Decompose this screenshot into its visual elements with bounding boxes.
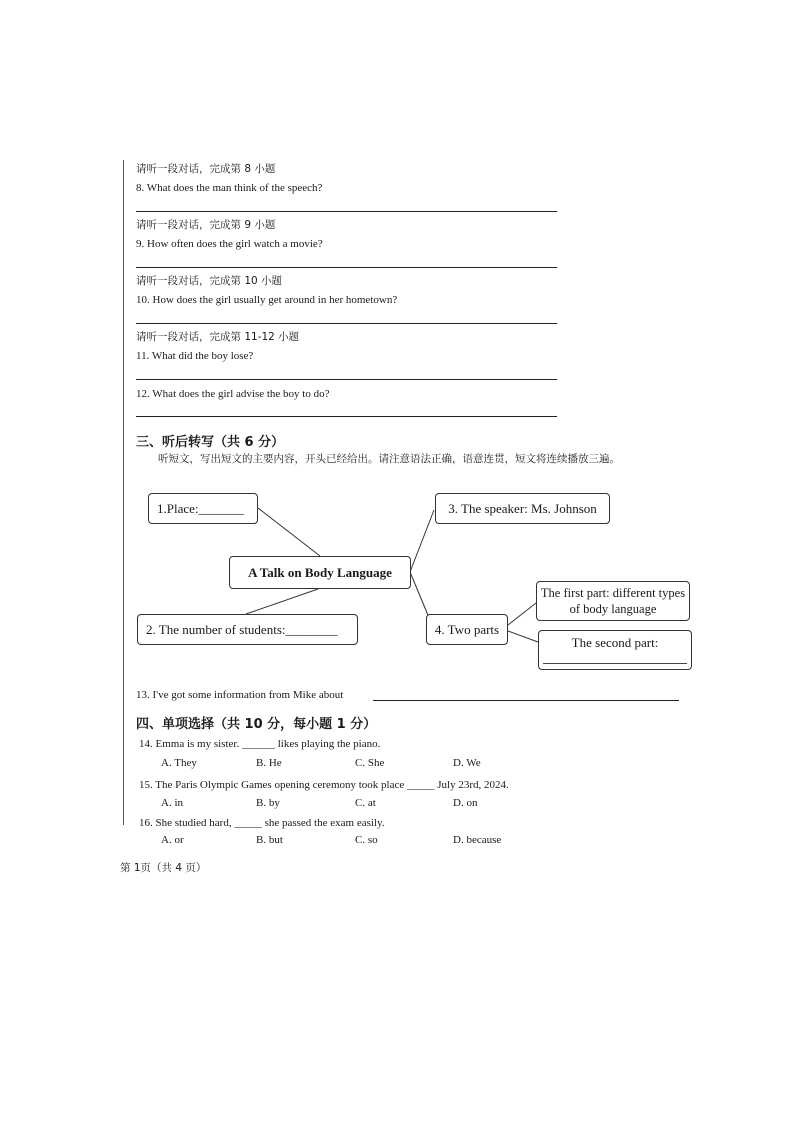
question-12: 12. What does the girl advise the boy to do? <box>136 388 330 400</box>
question-14: 14. Emma is my sister. ______ likes playing the piano. <box>139 738 381 750</box>
instruction-11-12: 请听一段对话，完成第 11-12 小题 <box>136 331 300 343</box>
q14-option-d[interactable]: D. We <box>453 757 481 769</box>
connector-second-part <box>508 631 538 642</box>
mindmap-place[interactable] <box>148 493 258 524</box>
section3-title: 三、听后转写（共 6 分） <box>136 435 285 450</box>
question-16: 16. She studied hard, _____ she passed the exam easily. <box>139 817 385 829</box>
q16-option-a[interactable]: A. or <box>161 834 184 846</box>
mindmap-first-part-label: The first part: different types of body language <box>540 586 686 616</box>
instruction-8: 请听一段对话，完成第 8 小题 <box>136 163 276 175</box>
q14-option-c[interactable]: C. She <box>355 757 385 769</box>
mindmap-parts-label: 4. Two parts <box>434 621 500 637</box>
mindmap-speaker <box>435 493 610 524</box>
question-11: 11. What did the boy lose? <box>136 350 254 362</box>
question-8: 8. What does the man think of the speech? <box>136 182 323 194</box>
page-footer: 第 1页（共 4 页） <box>120 862 207 874</box>
connector-speaker <box>410 510 434 572</box>
mindmap-first-part <box>536 581 690 621</box>
instruction-10: 请听一段对话，完成第 10 小题 <box>136 275 283 287</box>
connector-parts <box>410 572 430 620</box>
question-13: 13. I've got some information from Mike about <box>136 689 344 701</box>
mindmap-parts <box>426 614 508 645</box>
q16-option-c[interactable]: C. so <box>355 834 378 846</box>
mindmap-speaker-label: 3. The speaker: Ms. Johnson <box>448 500 597 516</box>
mindmap-students-label: 2. The number of students:________ <box>146 621 338 637</box>
connector-first-part <box>508 603 536 625</box>
q16-option-d[interactable]: D. because <box>453 834 502 846</box>
q15-option-b[interactable]: B. by <box>256 797 280 809</box>
mindmap-center-label: A Talk on Body Language <box>248 564 392 580</box>
connector-students <box>246 589 318 614</box>
second-part-blank[interactable] <box>543 663 687 664</box>
mindmap-second-part[interactable] <box>538 630 692 670</box>
question-15: 15. The Paris Olympic Games opening ceremony took place _____ July 23rd, 2024. <box>139 779 509 791</box>
q15-option-c[interactable]: C. at <box>355 797 376 809</box>
question-10: 10. How does the girl usually get around in her hometown? <box>136 294 398 306</box>
q15-option-a[interactable]: A. in <box>161 797 183 809</box>
answer-line-13[interactable] <box>373 700 679 701</box>
q14-option-b[interactable]: B. He <box>256 757 282 769</box>
q16-option-b[interactable]: B. but <box>256 834 283 846</box>
instruction-9: 请听一段对话，完成第 9 小题 <box>136 219 276 231</box>
mindmap-students[interactable] <box>137 614 358 645</box>
section3-instruction: 听短文，写出短文的主要内容，开头已经给出。请注意语法正确，语意连贯，短文将连续播放三遍。 <box>158 453 620 465</box>
question-9: 9. How often does the girl watch a movie? <box>136 238 323 250</box>
q14-option-a[interactable]: A. They <box>161 757 197 769</box>
mindmap-second-part-label: The second part: <box>571 635 659 650</box>
mindmap-place-label: 1.Place:_______ <box>157 500 245 516</box>
section4-title: 四、单项选择（共 10 分，每小题 1 分） <box>136 717 377 732</box>
connector-place <box>258 508 320 556</box>
q15-option-d[interactable]: D. on <box>453 797 478 809</box>
mindmap-center <box>229 556 411 589</box>
